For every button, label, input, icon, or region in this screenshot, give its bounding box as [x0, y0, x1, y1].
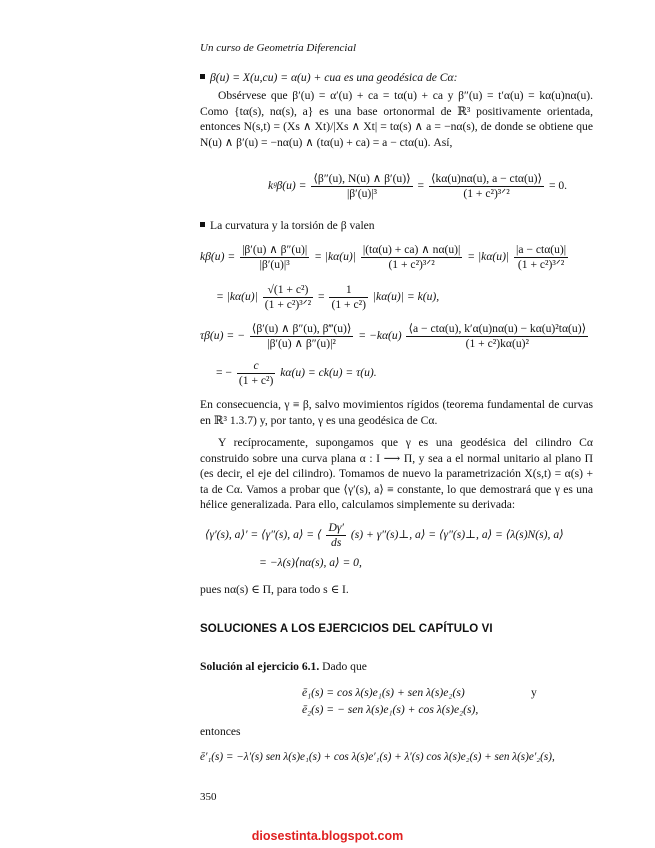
- equation-derivative-result: = −λ(s)⟨nα(s), a⟩ = 0,: [259, 556, 362, 569]
- equation-derivative: ⟨γ′(s), a⟩′ = ⟨γ″(s), a⟩ = ⟨ $\frac{D\gamma'}{ds}$ (s) + γ″(s)⊥, a⟩ = ⟨γ″(s)⊥, a⟩ = ⟨λ(s)N(s), a⟩: [205, 521, 564, 549]
- bullet-square-icon: [200, 74, 205, 79]
- equation-curvature-simplified: = |kα(u)| $\frac{\text{√(1 + c²)}}{\text{(1 + c²)³ᐟ²}}$ = $\frac{1}{\text{(1 + c²)}}$ |kα(u)| = k(u),: [216, 283, 440, 311]
- solution-intro: Dado que: [322, 660, 367, 673]
- watermark-footer: diosestinta.blogspot.com: [251, 829, 404, 843]
- item-geodesic: [200, 70, 593, 86]
- eq3-fraction-1: $\frac{\text{√(1 + c²)}}{\text{(1 + c²)³ᐟ²}}$: [264, 283, 312, 311]
- solution-heading: [200, 660, 367, 673]
- eq1-fraction-2: $\frac{\text{⟨kα(u)nα(u), a − ctα(u)⟩}}{\text{(1 + c²)³ᐟ²}}$: [430, 172, 543, 200]
- eq6-fraction: $\frac{D\gamma'}{ds}$: [328, 521, 344, 549]
- equation-torsion: τβ(u) = − $\frac{⟨\beta'(u) \wedge \beta''(u), \beta‴(u)⟩}{\text{|β′(u) ∧ β″(u)|²}}$ = −kα(u) $\frac{\text{⟨a − ctα(u), k′α(u)nα(u) − kα(u)²tα(u)⟩}}{\text{(1 + c²)kα(u)²}}$: [200, 322, 587, 350]
- running-header: Un curso de Geometría Diferencial: [200, 42, 357, 54]
- item-geodesic-text: β(u) = X(u,cu) = α(u) + cua es una geodésica de Cα:: [210, 71, 458, 84]
- eq1-rhs: = 0.: [548, 179, 568, 193]
- paragraph-reciprocal: Y recíprocamente, supongamos que γ es una geodésica del cilindro Cα construido sobre una curva plana α : I ⟶ Π, y sea a el normal unitario al plano Π (es decir, el eje del cilindro). Tomamos de nuevo la parametrización X(s,t) = α(s) + ta de Cα. Vamos a probar que ⟨γ′(s), a⟩ ≡ constante, lo que demostrará que γ es una hélice generalizada. Para ello, calculamos simplemente su derivada:: [200, 436, 593, 511]
- eq2-fraction-1: $\frac{|\beta'(u) \wedge \beta''(u)|}{\text{|β′(u)|³}}$: [242, 243, 308, 271]
- eq4-fraction-2: $\frac{\text{⟨a − ctα(u), k′α(u)nα(u) − kα(u)²tα(u)⟩}}{\text{(1 + c²)kα(u)²}}$: [408, 322, 587, 350]
- equation-frame-connector: y: [531, 686, 537, 699]
- eq2-fraction-3: $\frac{\text{|a − ctα(u)|}}{\text{(1 + c²)³ᐟ²}}$: [516, 243, 567, 271]
- bullet-square-icon: [200, 222, 205, 227]
- section-title: SOLUCIONES A LOS EJERCICIOS DEL CAPÍTULO VI: [200, 623, 493, 635]
- equation-frame-1: ē₁(s) = cos λ(s)e₁(s) + sen λ(s)e₂(s): [302, 686, 465, 699]
- equation-torsion-simplified: = − $\frac{c}{\text{(1 + c²)}}$ kα(u) = ck(u) = τ(u).: [216, 359, 377, 387]
- equation-geodesic-curvature: kᵍβ(u) = $\frac{⟨\beta''(u), N(u) \wedge \beta'(u)⟩}{\text{|β′(u)|³}}$ = $\frac{\text{⟨kα(u)nα(u), a − ctα(u)⟩}}{\text{(1 + c²)³ᐟ²}}$ = 0.: [268, 172, 568, 200]
- solution-label: Solución al ejercicio 6.1.: [200, 660, 320, 673]
- equation-curvature: kβ(u) = $\frac{|\beta'(u) \wedge \beta''(u)|}{\text{|β′(u)|³}}$ = |kα(u)| $\frac{|(t\alpha(u) + ca) \wedge n\alpha(u)|}{\text{(1 + c²)³ᐟ²}}$ = |kα(u)| $\frac{\text{|a − ctα(u)|}}{\text{(1 + c²)³ᐟ²}}$: [200, 243, 567, 271]
- equation-derivative-frame: ē′₁(s) = −λ′(s) sen λ(s)e₁(s) + cos λ(s)e′₁(s) + λ′(s) cos λ(s)e₂(s) + sen λ(s)e′₂(s),: [200, 751, 555, 763]
- paragraph-since: pues nα(s) ∈ Π, para todo s ∈ I.: [200, 583, 349, 596]
- eq5-fraction: $\frac{c}{\text{(1 + c²)}}$: [238, 359, 274, 387]
- eq1-lhs: kᵍβ(u) =: [268, 179, 307, 193]
- page-number: 350: [200, 791, 217, 803]
- paragraph-observe: Obsérvese que β′(u) = α′(u) + ca = tα(u) + ca y β″(u) = t′α(u) = kα(u)nα(u). Como {tα(s), nα(s), a} es una base ortonormal de ℝ³ positivamente orientada, entonces N(s,t) = (Xs ∧ Xt)/|Xs ∧ Xt| = tα(s) ∧ a = −nα(s), de donde se obtiene que N(u) ∧ β′(u) = −nα(u) ∧ (tα(u) + ca) = a − ctα(u). Así,: [200, 89, 593, 149]
- item-curvature-text: La curvatura y la torsión de β valen: [210, 219, 375, 232]
- eq4-fraction-1: $\frac{⟨\beta'(u) \wedge \beta''(u), \beta‴(u)⟩}{\text{|β′(u) ∧ β″(u)|²}}$: [251, 322, 352, 350]
- eq2-fraction-2: $\frac{|(t\alpha(u) + ca) \wedge n\alpha(u)|}{\text{(1 + c²)³ᐟ²}}$: [362, 243, 461, 271]
- equation-frame-2: ē₂(s) = − sen λ(s)e₁(s) + cos λ(s)e₂(s),: [302, 703, 479, 716]
- paragraph-consequence: En consecuencia, γ ≡ β, salvo movimientos rígidos (teorema fundamental de curvas en ℝ³ 1.3.7) y, por tanto, γ es una geodésica de Cα.: [200, 398, 593, 427]
- eq3-fraction-2: $\frac{1}{\text{(1 + c²)}}$: [331, 283, 366, 311]
- eq1-fraction-1: $\frac{⟨\beta''(u), N(u) \wedge \beta'(u)⟩}{\text{|β′(u)|³}}$: [313, 172, 411, 200]
- item-curvature-torsion: [200, 218, 593, 234]
- paragraph-entonces: entonces: [200, 725, 241, 738]
